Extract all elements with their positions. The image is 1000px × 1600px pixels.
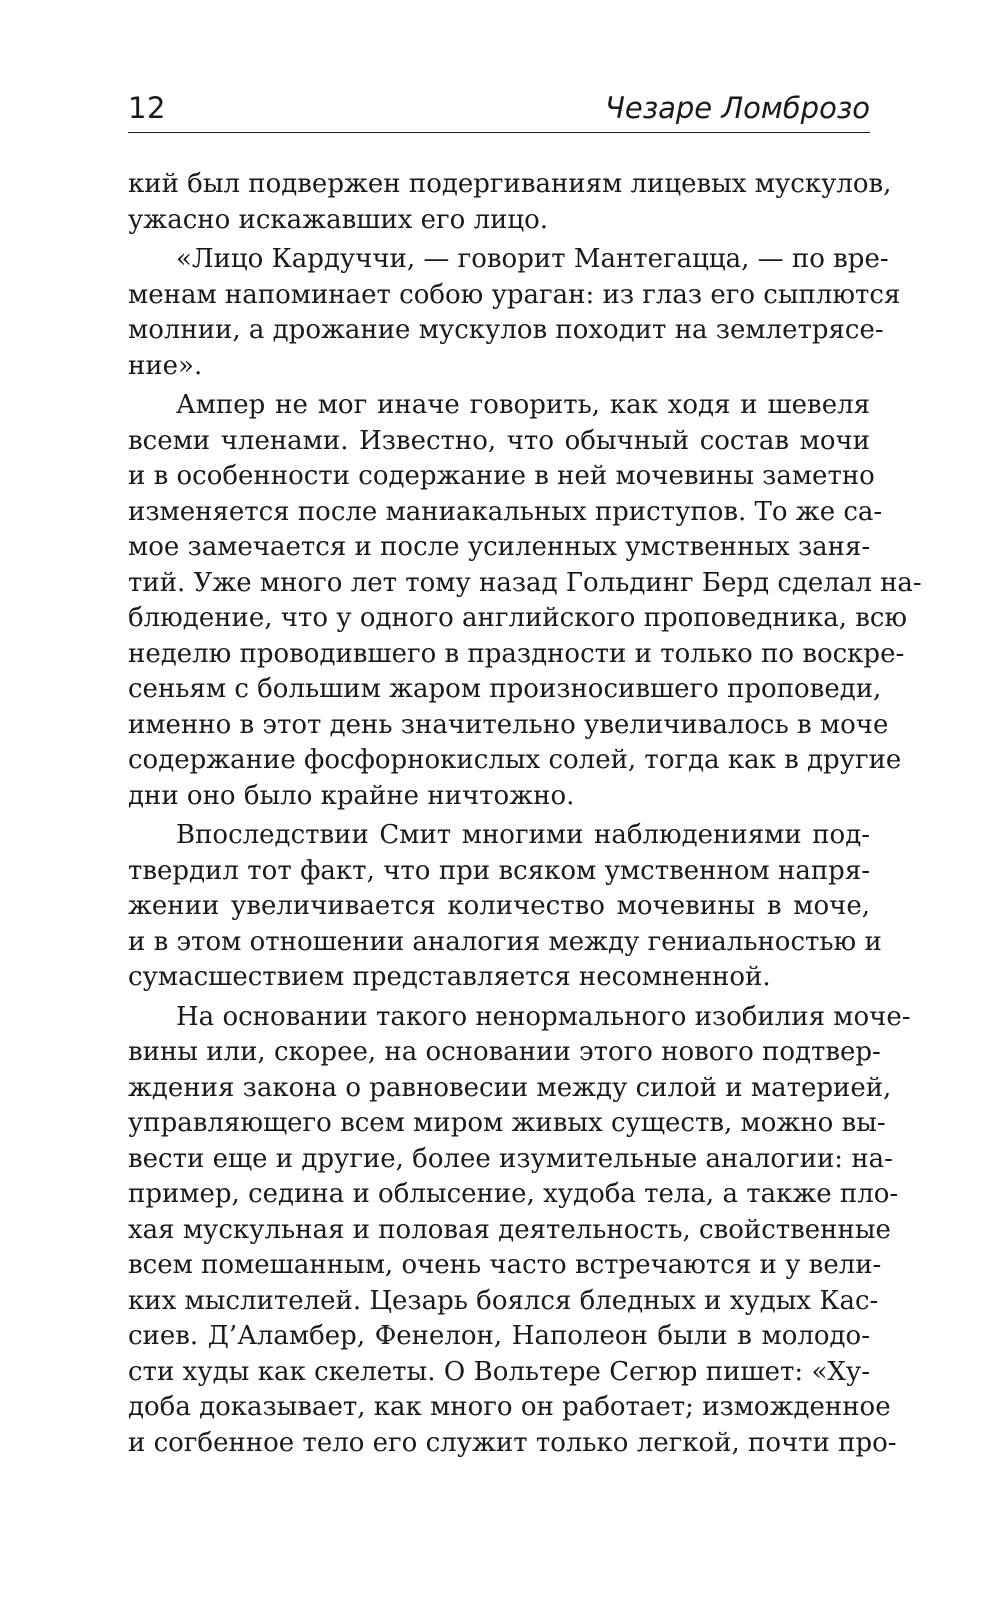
body-text bbox=[128, 167, 922, 1461]
text-line: вести еще и другие, более изумительные аналогии: на- bbox=[128, 1143, 893, 1174]
text-line: сти худы как скелеты. О Вольтере Сегюр пишет: «Ху- bbox=[128, 1356, 870, 1387]
text-line: всеми членами. Известно, что обычный состав мочи bbox=[128, 425, 870, 456]
text-line: хая мускульная и половая деятельность, свойственные bbox=[128, 1214, 891, 1245]
text-line: менам напоминает собою ураган: из глаз его сыплются bbox=[128, 279, 901, 310]
text-line: и согбенное тело его служит только легкой, почти про- bbox=[128, 1427, 897, 1458]
text-line: Впоследствии Смит многими наблюдениями под- bbox=[176, 820, 870, 850]
text-line: сиев. Д’Аламбер, Фенелон, Наполеон были в молодо- bbox=[128, 1321, 870, 1351]
text-line: ких мыслителей. Цезарь боялся бледных и худых Кас- bbox=[128, 1285, 879, 1316]
text-line: жении увеличивается количество мочевины в моче, bbox=[128, 891, 870, 921]
paragraph bbox=[128, 167, 892, 238]
text-line: и в этом отношении аналогия между гениальностью и bbox=[128, 926, 882, 957]
text-line: тий. Уже много лет тому назад Гольдинг Берд сделал на- bbox=[128, 567, 922, 598]
text-line: сеньям с большим жаром произносившего проповеди, bbox=[128, 674, 882, 704]
text-line: ужасно искажавших его лицо. bbox=[128, 204, 549, 235]
book-author: Чезаре Ломброзо bbox=[604, 91, 870, 125]
book-page bbox=[128, 88, 922, 1465]
text-line: содержание фосфорнокислых солей, тогда как в другие bbox=[128, 745, 902, 775]
text-line: сумасшествием представляется несомненной. bbox=[128, 962, 771, 992]
paragraph bbox=[128, 242, 901, 384]
text-line: твердил тот факт, что при всяком умственном напря- bbox=[128, 855, 870, 886]
text-line: блюдение, что у одного английского проповедника, всю bbox=[128, 603, 908, 633]
page-number: 12 bbox=[128, 91, 166, 125]
text-line: ние». bbox=[128, 350, 203, 381]
text-line: Ампер не мог иначе говорить, как ходя и шевеля bbox=[176, 390, 870, 420]
text-line: кий был подвержен подергиваниям лицевых мускулов, bbox=[128, 169, 892, 199]
text-line: ждения закона о равновесии между силой и материей, bbox=[128, 1072, 892, 1103]
text-line: вины или, скорее, на основании этого нового подтвер- bbox=[128, 1037, 881, 1067]
text-line: На основании такого ненормального изобилия моче- bbox=[176, 1001, 911, 1032]
text-line: молнии, а дрожание мускулов походит на землетрясе- bbox=[128, 315, 884, 345]
text-line: изменяется после маниакальных приступов. То же са- bbox=[128, 496, 883, 527]
text-line: дни оно было крайне ничтожно. bbox=[128, 780, 575, 811]
running-head bbox=[128, 88, 870, 133]
text-line: «Лицо Кардуччи, — говорит Мантегацца, — по вре- bbox=[176, 244, 889, 274]
text-line: всем помешанным, очень часто встречаются и у вели- bbox=[128, 1250, 882, 1280]
text-line: и в особенности содержание в ней мочевины заметно bbox=[128, 461, 875, 491]
text-line: мое замечается и после усиленных умственных заня- bbox=[128, 532, 871, 562]
paragraph bbox=[128, 818, 882, 996]
paragraph bbox=[128, 388, 922, 814]
text-line: управляющего всем миром живых существ, можно вы- bbox=[128, 1108, 886, 1138]
paragraph bbox=[128, 1000, 911, 1462]
text-line: неделю проводившего в праздности и только по воскре- bbox=[128, 638, 905, 669]
text-line: именно в этот день значительно увеличивалось в моче bbox=[128, 709, 889, 740]
text-line: пример, седина и облысение, худоба тела, а также пло- bbox=[128, 1179, 899, 1209]
text-line: доба доказывает, как много он работает; изможденное bbox=[128, 1392, 891, 1422]
